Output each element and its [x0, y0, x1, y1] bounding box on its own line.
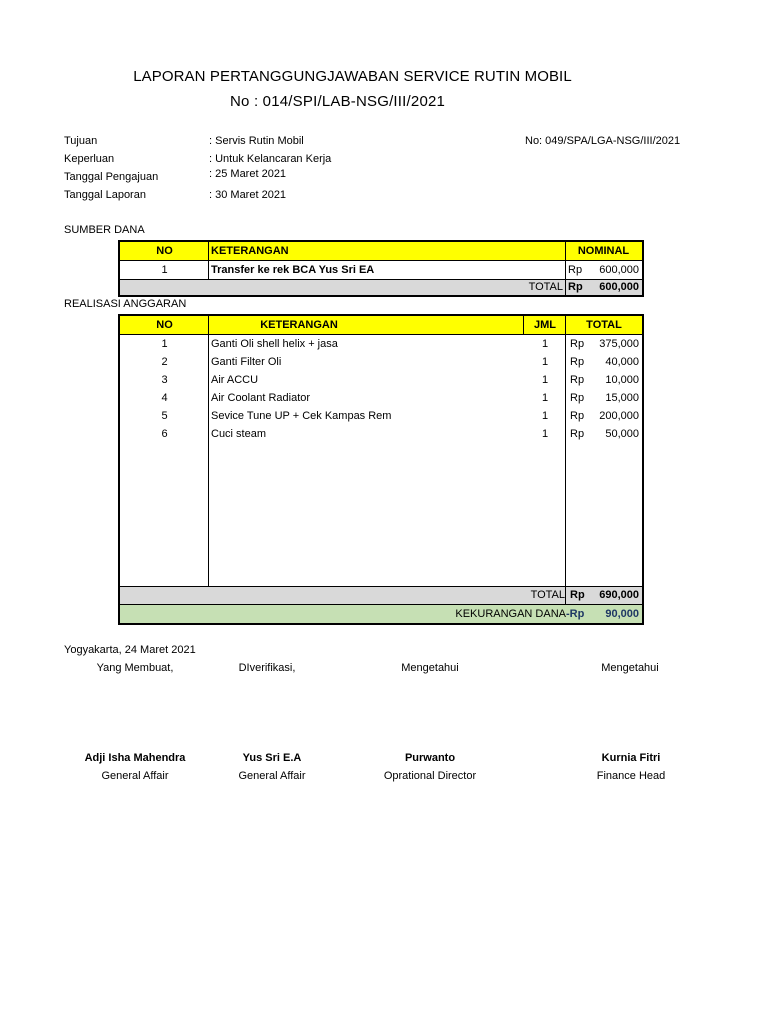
tujuan-label: Tujuan: [64, 135, 98, 147]
signer-3-name: Purwanto: [404, 752, 456, 764]
header-keterangan: KETERANGAN: [260, 319, 338, 331]
row-no: 6: [161, 428, 168, 440]
kekurangan-currency: -Rp: [566, 608, 585, 620]
row-amount: 375,000: [599, 338, 639, 350]
keperluan-value: : Untuk Kelancaran Kerja: [209, 153, 332, 165]
row-jml: 1: [541, 392, 549, 404]
table-row: [120, 425, 642, 443]
row-no: 1: [161, 338, 168, 350]
signer-4-name: Kurnia Fitri: [601, 752, 661, 764]
row-amount: 40,000: [605, 356, 639, 368]
row-keterangan: Ganti Oli shell helix + jasa: [211, 338, 338, 350]
tujuan-value: : Servis Rutin Mobil: [209, 135, 304, 147]
row-amount: 600,000: [599, 264, 639, 276]
row-keterangan: Sevice Tune UP + Cek Kampas Rem: [211, 410, 392, 422]
realisasi-table: [118, 314, 644, 625]
row-amount: 10,000: [605, 374, 639, 386]
row-amount: 200,000: [599, 410, 639, 422]
kekurangan-label: KEKURANGAN DANA: [455, 608, 566, 620]
table-row: [120, 371, 642, 389]
sumber-dana-total-row: [120, 280, 642, 295]
signer-3-position: Oprational Director: [383, 770, 477, 782]
row-jml: 1: [541, 374, 549, 386]
header-keterangan: KETERANGAN: [211, 245, 289, 257]
signer-1-role: Yang Membuat,: [96, 662, 174, 674]
total-currency: Rp: [570, 589, 585, 601]
row-amount: 50,000: [605, 428, 639, 440]
header-no: NO: [156, 245, 173, 257]
table-row: [120, 261, 642, 279]
header-total: TOTAL: [586, 319, 622, 331]
kekurangan-amount: 90,000: [605, 608, 639, 620]
table-row: [120, 407, 642, 425]
row-keterangan: Cuci steam: [211, 428, 267, 440]
sumber-dana-table: [118, 240, 644, 297]
row-jml: 1: [541, 410, 549, 422]
row-no: 4: [161, 392, 168, 404]
signer-1-name: Adji Isha Mahendra: [84, 752, 186, 764]
total-amount: 600,000: [599, 281, 639, 293]
row-currency: Rp: [570, 410, 585, 422]
signer-4-position: Finance Head: [596, 770, 666, 782]
document-number: No : 014/SPI/LAB-NSG/III/2021: [230, 93, 446, 110]
row-jml: 1: [541, 356, 549, 368]
kekurangan-dana-row: [120, 605, 642, 623]
row-currency: Rp: [570, 392, 585, 404]
sumber-dana-header-row: [120, 242, 642, 260]
header-jml: JML: [534, 319, 556, 331]
realisasi-total-row: [120, 587, 642, 604]
row-keterangan: Air Coolant Radiator: [211, 392, 311, 404]
total-amount: 690,000: [599, 589, 639, 601]
row-no: 3: [161, 374, 168, 386]
row-no: 5: [161, 410, 168, 422]
signer-3-role: Mengetahui: [401, 662, 459, 674]
tanggal-pengajuan-label: Tanggal Pengajuan: [64, 171, 159, 183]
total-currency: Rp: [568, 281, 583, 293]
total-label: TOTAL: [528, 281, 563, 293]
tanggal-pengajuan-value: : 25 Maret 2021: [209, 168, 287, 180]
row-currency: Rp: [570, 356, 585, 368]
sumber-dana-title: SUMBER DANA: [64, 224, 145, 236]
realisasi-anggaran-title: REALISASI ANGGARAN: [64, 298, 187, 310]
document-title: LAPORAN PERTANGGUNGJAWABAN SERVICE RUTIN MOBIL: [133, 68, 572, 85]
row-keterangan: Ganti Filter Oli: [211, 356, 282, 368]
row-keterangan: Air ACCU: [211, 374, 259, 386]
signer-2-name: Yus Sri E.A: [242, 752, 302, 764]
row-amount: 15,000: [605, 392, 639, 404]
signer-2-role: DIverifikasi,: [238, 662, 296, 674]
reference-number: No: 049/SPA/LGA-NSG/III/2021: [525, 135, 681, 147]
table-row: [120, 389, 642, 407]
row-currency: Rp: [570, 374, 585, 386]
row-no: 1: [161, 264, 168, 276]
header-no: NO: [156, 319, 173, 331]
signer-2-position: General Affair: [238, 770, 306, 782]
signer-1-position: General Affair: [101, 770, 169, 782]
row-currency: Rp: [570, 428, 585, 440]
row-currency: Rp: [568, 264, 583, 276]
table-row: [120, 335, 642, 353]
row-jml: 1: [541, 428, 549, 440]
header-nominal: NOMINAL: [577, 245, 630, 257]
row-currency: Rp: [570, 338, 585, 350]
tanggal-laporan-label: Tanggal Laporan: [64, 189, 146, 201]
row-keterangan: Transfer ke rek BCA Yus Sri EA: [211, 264, 375, 276]
place-date: Yogyakarta, 24 Maret 2021: [64, 644, 196, 656]
row-no: 2: [161, 356, 168, 368]
row-jml: 1: [541, 338, 549, 350]
tanggal-laporan-value: : 30 Maret 2021: [209, 189, 287, 201]
table-row: [120, 353, 642, 371]
realisasi-header-row: [120, 316, 642, 334]
total-label: TOTAL: [530, 589, 565, 601]
signer-4-role: Mengetahui: [601, 662, 659, 674]
keperluan-label: Keperluan: [64, 153, 115, 165]
